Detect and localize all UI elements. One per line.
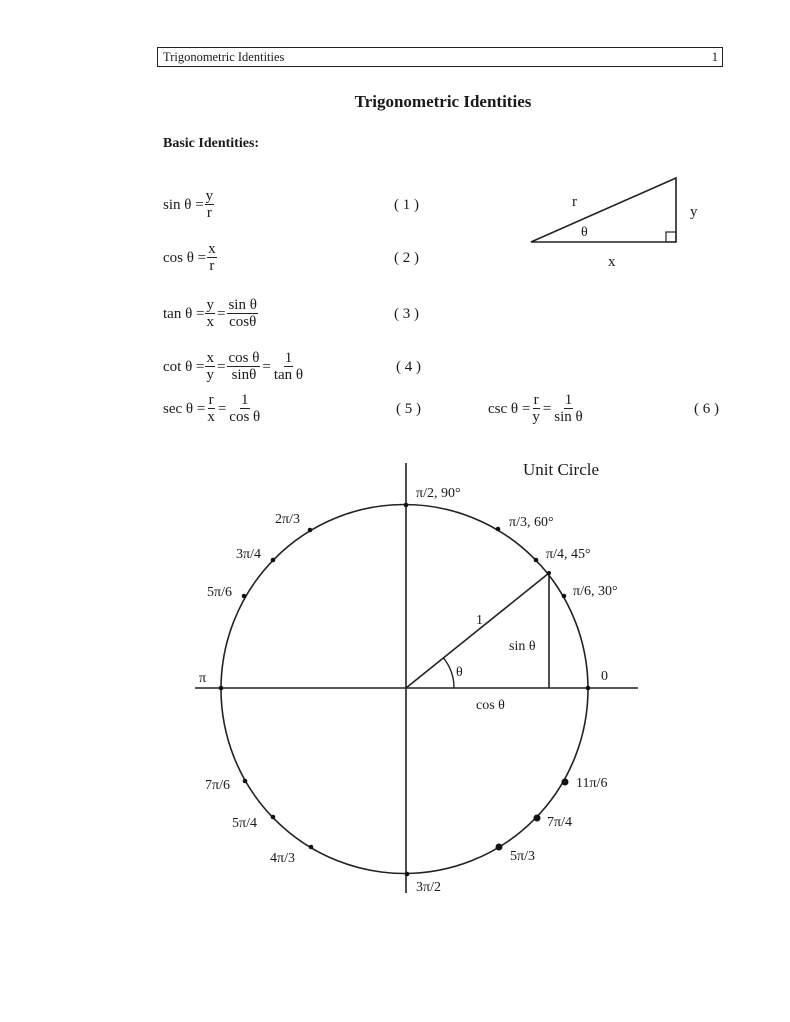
equation-number: ( 4 ) (396, 359, 421, 375)
label-11pi-6: 11π/6 (576, 776, 608, 791)
fraction: $\frac{y}{r}$ (205, 188, 214, 221)
label-3pi-2: 3π/2 (416, 880, 441, 895)
label-pi-4: π/4, 45° (546, 547, 591, 562)
equation-lhs: tan θ = (163, 305, 205, 322)
fraction: $\frac{\text{sin θ}}{\cos\theta}$ (228, 297, 257, 330)
label-2pi-3: 2π/3 (275, 512, 300, 527)
radius-line (406, 573, 549, 688)
radius-label: 1 (476, 613, 483, 628)
label-5pi-3: 5π/3 (510, 849, 535, 864)
label-5pi-4: 5π/4 (232, 816, 257, 831)
header-title: Trigonometric Identities (163, 50, 285, 64)
equation-lhs: cot θ = (163, 358, 205, 375)
equation-lhs: csc θ = (488, 400, 531, 417)
fraction: $\frac{r}{x}$ (207, 392, 215, 425)
label-7pi-6: 7π/6 (205, 778, 230, 793)
opposite-label: y (690, 204, 698, 220)
fraction: $\frac{\text{cos θ}}{\sin\theta}$ (228, 350, 260, 383)
right-triangle-diagram (531, 178, 698, 270)
triangle-angle-label: θ (581, 225, 588, 240)
fraction: $\frac{y}{x}$ (206, 297, 214, 330)
label-pi-6: π/6, 30° (573, 584, 618, 599)
equals-sign: = (542, 400, 552, 417)
fraction: $\frac{1}{\text{sin θ}}$ (554, 392, 583, 425)
equation-number: ( 1 ) (394, 197, 419, 213)
equals-sign: = (216, 305, 226, 322)
fraction: $\frac{x}{r}$ (208, 241, 216, 274)
label-pi: π (199, 671, 207, 686)
circle (221, 505, 588, 874)
label-3pi-4: 3π/4 (236, 547, 261, 562)
label-pi-2: π/2, 90° (416, 486, 461, 501)
document-title: Trigonometric Identities (354, 92, 532, 111)
label-4pi-3: 4π/3 (270, 851, 295, 866)
theta-label: θ (456, 665, 463, 680)
section-title: Basic Identities: (163, 136, 260, 151)
equation-number: ( 6 ) (694, 401, 719, 417)
label-5pi-6: 5π/6 (207, 585, 232, 600)
right-angle-marker (666, 232, 676, 242)
equals-sign: = (217, 400, 227, 417)
fraction: $\frac{r}{y}$ (532, 392, 540, 425)
equation-lhs: sin θ = (163, 196, 204, 213)
cos-label: cos θ (476, 698, 505, 713)
unit-circle-title: Unit Circle (523, 460, 600, 479)
fraction: $\frac{x}{y}$ (206, 350, 214, 383)
equation-number: ( 5 ) (396, 401, 421, 417)
label-pi-3: π/3, 60° (509, 515, 554, 530)
label-0: 0 (601, 669, 608, 684)
page-number: 1 (711, 50, 718, 64)
equals-sign: = (262, 358, 271, 375)
equation-number: ( 2 ) (394, 250, 419, 266)
equation-lhs: cos θ = (163, 249, 207, 266)
sin-label: sin θ (509, 639, 536, 654)
equation-lhs: sec θ = (163, 400, 206, 417)
unit-circle-diagram (195, 460, 638, 895)
equals-sign: = (216, 358, 226, 375)
adjacent-label: x (608, 254, 616, 270)
hypotenuse-label: r (572, 194, 577, 210)
equation-number: ( 3 ) (394, 306, 419, 322)
fraction: $\frac{1}{\text{tan θ}}$ (273, 350, 304, 383)
label-7pi-4: 7π/4 (547, 815, 572, 830)
angle-arc (444, 658, 455, 688)
fraction: $\frac{1}{\text{cos θ}}$ (229, 392, 261, 425)
